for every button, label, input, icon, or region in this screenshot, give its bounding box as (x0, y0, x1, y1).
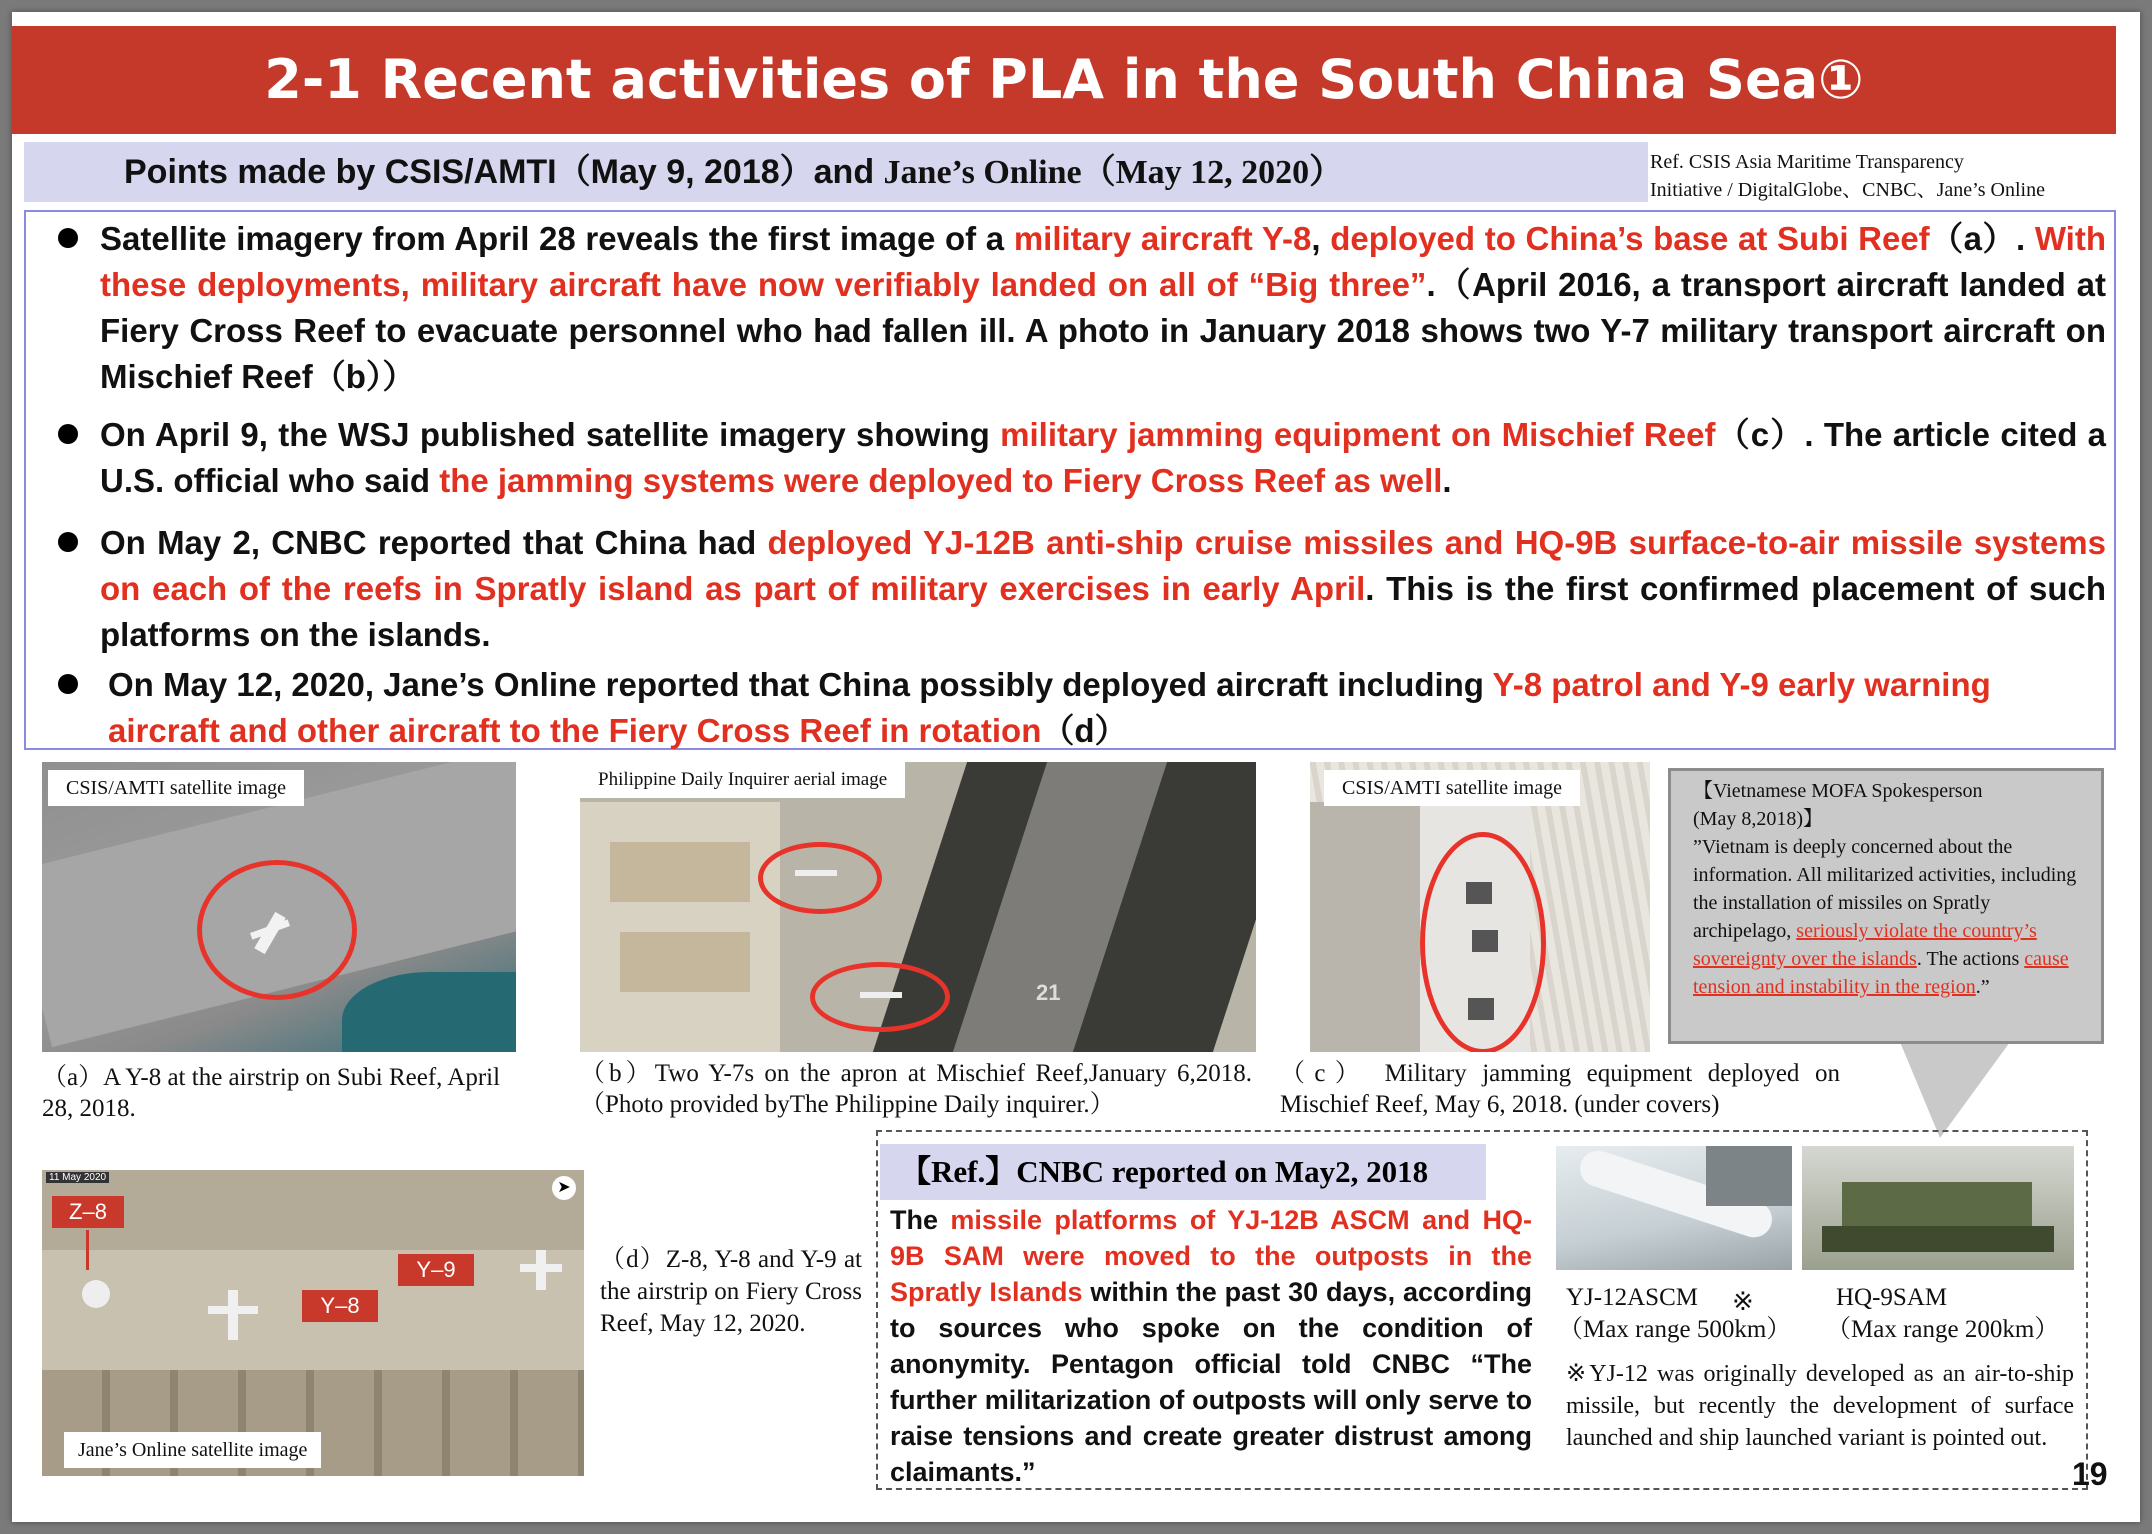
bullet-text: Satellite imagery from April 28 reveals the first image of a (100, 220, 1014, 257)
vietnam-underlined: seriously violate the country’s sovereignty over the islands (1693, 920, 2037, 970)
vietnam-underlined: cause tension and instability in the region (1693, 948, 2069, 998)
slide-title: 2-1 Recent activities of PLA in the South China Sea① (12, 26, 2116, 134)
bullet-text: （a）. (1929, 220, 2035, 257)
aircraft-fuselage (1706, 1146, 1792, 1206)
bullet-highlight: the jamming systems were deployed to Fiery Cross Reef as well (439, 462, 1443, 499)
bullet-text: On May 12, 2020, Jane’s Online reported that China possibly deployed aircraft including (108, 666, 1493, 703)
bullet-text: . This is the first confirmed placement of such platforms on the islands. (100, 570, 2107, 653)
covered-equipment (1466, 882, 1492, 904)
bullet-dot (58, 674, 78, 694)
aircraft-wing (520, 1264, 562, 1272)
bullet-highlight: military aircraft Y-8 (1013, 220, 1312, 257)
bullet-highlight: Y-8 patrol and Y-9 early warning aircraft and other aircraft to the Fiery Cross Reef in rotation (108, 666, 1991, 749)
highlight-ring (758, 842, 882, 914)
vietnam-mofa-quote (1668, 768, 2104, 1044)
cnbc-text: The (890, 1205, 951, 1235)
image-d-label: Jane’s Online satellite image (64, 1432, 321, 1468)
image-d-fiery-cross (42, 1170, 584, 1476)
bullet-dot (58, 532, 78, 552)
bullet-text: （d） (1041, 712, 1128, 749)
caption-c: （c） Military jamming equipment deployed on Mischief Reef, May 6, 2018. (under covers) (1280, 1060, 1840, 1118)
image-a-subi-reef (42, 762, 516, 1052)
covered-equipment (1472, 930, 1498, 952)
yj12-name: YJ-12ASCM (1566, 1284, 1698, 1311)
bullet-text: . (1442, 462, 1452, 499)
aircraft-z8 (82, 1280, 110, 1308)
image-hq9-sam (1802, 1146, 2074, 1270)
bullet-text: On May 2, CNBC reported that China had (100, 524, 768, 561)
building-block (580, 802, 780, 1052)
launcher-vehicle (1822, 1226, 2054, 1252)
image-d-date: 11 May 2020 (46, 1172, 109, 1183)
hq9-range: （Max range 200km） (1826, 1316, 2060, 1343)
reference-note (1650, 148, 2120, 204)
bullet-text: , (1311, 220, 1331, 257)
bullet-jamming (46, 412, 2106, 504)
image-b-mischief-reef (580, 762, 1256, 1052)
building-roof (610, 842, 750, 902)
building-roof (620, 932, 750, 992)
sea-water (342, 972, 516, 1052)
caption-d: （d）Z-8, Y-8 and Y-9 at the airstrip on Fiery Cross Reef, May 12, 2020. (600, 1246, 862, 1337)
compass-icon: ➤ (552, 1176, 576, 1200)
image-b-label: Philippine Daily Inquirer aerial image (580, 762, 905, 798)
speech-bubble-tail (1900, 1042, 2010, 1138)
caption-a: （a）A Y-8 at the airstrip on Subi Reef, April 28, 2018. (42, 1064, 501, 1122)
bullet-highlight: deployed to China’s base at Subi Reef (1330, 220, 1930, 257)
aircraft-y8 (228, 1290, 238, 1340)
caption-b: （b）Two Y-7s on the apron at Mischief Reef,January 6,2018.（Photo provided byThe Philippine Daily inquirer.） (580, 1060, 1252, 1118)
subheader-janes: Jane’s Online（May 12, 2020） (883, 154, 1344, 191)
subheader-csis: Points made by CSIS/AMTI（May 9, 2018）and (124, 153, 884, 191)
image-c-jamming (1310, 762, 1650, 1052)
cnbc-body (890, 1202, 1532, 1490)
runway-number: 21 (1036, 980, 1061, 1005)
page-number: 19 (2072, 1456, 2108, 1492)
image-a-label: CSIS/AMTI satellite image (48, 770, 304, 806)
vietnam-text: .” (1975, 976, 1990, 998)
bullet-missiles (46, 520, 2106, 658)
image-yj12-missile (1556, 1146, 1792, 1270)
bullet-text: .（April 2016, a transport aircraft landed at Fiery Cross Reef to evacuate personnel who had fallen ill. A photo in January 2018 shows two Y-7 military transport aircraft on Mischief Reef（b）） (100, 266, 2106, 395)
bullet-highlight: deployed YJ-12B anti-ship cruise missiles and HQ-9B surface-to-air missile systems on each of the reefs in Spratly island as part of military exercises in early April (100, 524, 2106, 607)
covered-equipment (1468, 998, 1494, 1020)
reference-line-1: Ref. CSIS Asia Maritime Transparency (1650, 151, 1964, 173)
yj12-footnote-mark: ※ (1732, 1287, 1754, 1316)
image-c-label: CSIS/AMTI satellite image (1324, 770, 1580, 806)
reference-line-2: Initiative / DigitalGlobe、CNBC、Jane’s Online (1650, 179, 2045, 201)
pointer-line (86, 1230, 89, 1270)
hq9-name: HQ-9SAM (1836, 1284, 1948, 1311)
vietnam-text: ”Vietnam is deeply concerned about the information. All militarized activities, including the installation of missiles on Spratly archipelago, (1693, 836, 2077, 942)
yj12-note: ※YJ-12 was originally developed as an air-to-ship missile, but recently the development of surface launched and ship launched variant is pointed out. (1566, 1361, 2074, 1451)
tag-y9: Y–9 (398, 1254, 474, 1286)
points-box (24, 210, 2116, 750)
tag-y8: Y–8 (302, 1290, 378, 1322)
cnbc-heading: 【Ref.】CNBC reported on May2, 2018 (880, 1144, 1486, 1200)
bullet-highlight: With these deployments, military aircraft have now verifiably landed on all of “Big three” (100, 220, 2107, 303)
bullet-subi-reef (46, 216, 2106, 400)
yj12-range: （Max range 500km） (1558, 1316, 1792, 1343)
vietnam-head-line-1: 【Vietnamese MOFA Spokesperson (1693, 780, 1983, 802)
vietnam-text: . The actions (1916, 948, 2025, 970)
points-subheader (24, 142, 1648, 202)
aircraft-y7 (795, 870, 837, 876)
cnbc-highlight: missile platforms of YJ-12B ASCM and HQ-9B SAM were moved to the outposts in the Spratly Islands (890, 1205, 1532, 1307)
aircraft-wing (208, 1306, 258, 1314)
bullet-highlight: military jamming equipment on Mischief Reef (1000, 416, 1716, 453)
bullet-text: （c）. The article cited a U.S. official who said (100, 416, 2107, 499)
vietnam-head-line-2: (May 8,2018)】 (1693, 808, 1823, 830)
bullet-janes (46, 662, 2106, 754)
bullet-dot (58, 228, 78, 248)
tag-z8: Z–8 (52, 1196, 124, 1228)
cnbc-text: within the past 30 days, according to sources who spoke on the condition of anonymity. Pentagon official told CNBC “The further militarization of outposts will only serve to raise tensions and create greater distrust among claimants.” (890, 1277, 1533, 1487)
bullet-text: On April 9, the WSJ published satellite imagery showing (100, 416, 1001, 453)
aircraft-y7 (860, 992, 902, 998)
launcher-tubes (1842, 1182, 2032, 1232)
terrain (1310, 802, 1420, 1052)
bullet-dot (58, 424, 78, 444)
